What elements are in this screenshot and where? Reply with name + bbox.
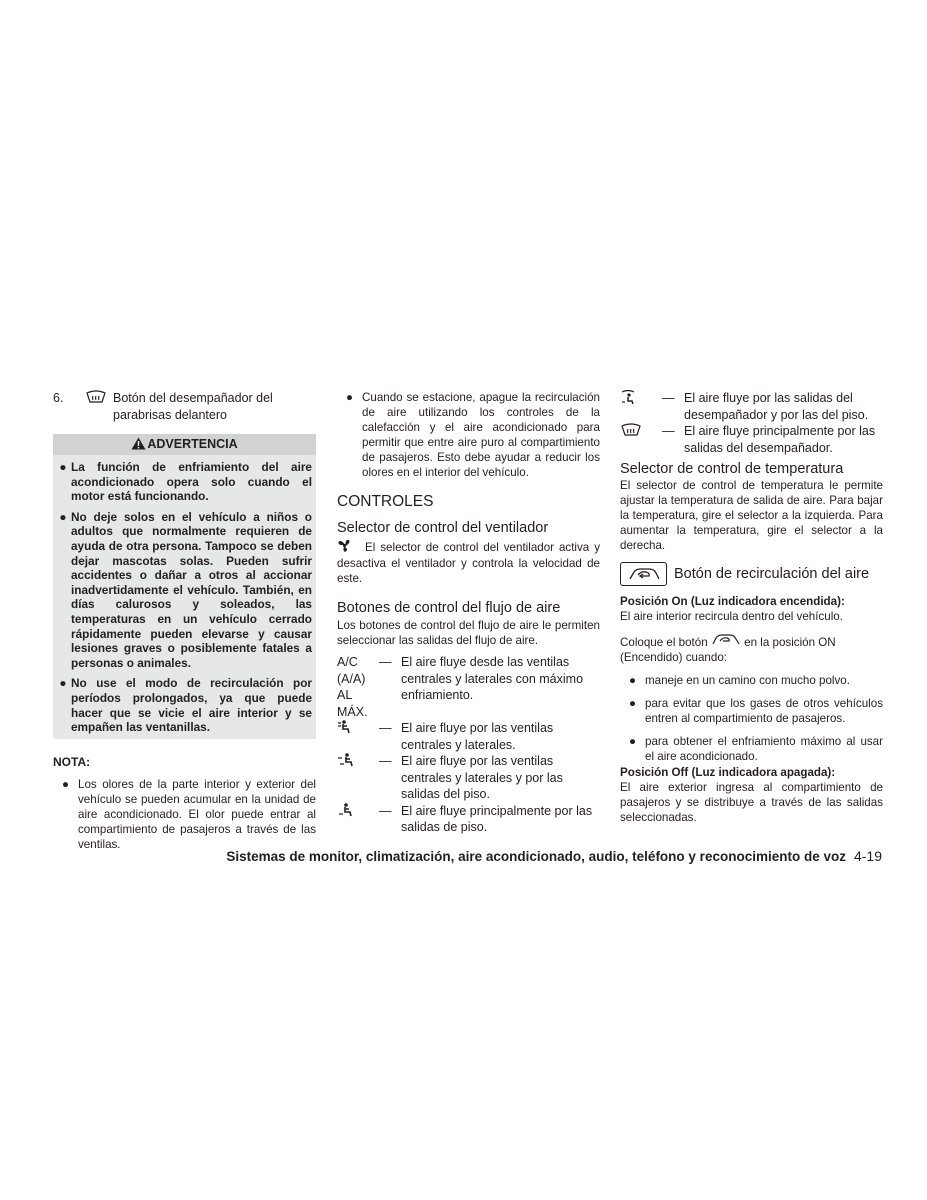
ac-keys: [337, 654, 379, 720]
ac-key-label: A/C: [337, 655, 358, 669]
item-6: [53, 390, 316, 424]
on-bullet: [620, 673, 883, 688]
ac-key-label: (A/A): [337, 671, 366, 686]
mode-defrost-text: El aire fluye principalmente por las salidas del desempañador.: [684, 424, 876, 455]
page-number: 4-19: [853, 848, 882, 864]
bullet-icon: ●: [628, 697, 636, 710]
mode-foot-defrost-row: [620, 390, 883, 423]
foot-mode-icon: [337, 803, 379, 836]
parking-bullet: [337, 390, 600, 480]
fan-selector-text-block: [337, 539, 600, 586]
item-number: 6.: [53, 391, 64, 405]
on-bullet-text: para obtener el enfriamiento máximo al usar el aire acondicionado.: [645, 735, 883, 763]
on-bullet-text: maneje en un camino con mucho polvo.: [645, 674, 850, 687]
warning-bullet: [55, 460, 312, 504]
bullet-icon: ●: [628, 674, 636, 687]
dash: —: [379, 803, 392, 818]
on-position-text: El aire interior recircula dentro del vehículo.: [620, 610, 843, 623]
bullet-icon: ●: [628, 735, 636, 748]
off-position-title: Posición Off (Luz indicadora apagada):: [620, 766, 836, 779]
temperature-text: El selector de control de temperatura le permite ajustar la temperatura de salida de aire. Para bajar la temperatura, gire el selector a la izquierda. Para aumentar la temperatura, gire el selector a la derecha.: [620, 479, 883, 552]
ac-key-label: MÁX.: [337, 704, 368, 719]
warning-bullet: [55, 676, 312, 734]
airflow-title: Botones de control del flujo de aire: [337, 600, 561, 616]
recirculation-inline-icon: [711, 636, 744, 649]
item-6-text: Botón del desempañador del parabrisas delantero: [113, 391, 273, 422]
mode-foot-row: [337, 803, 600, 836]
bullet-icon: ●: [59, 676, 67, 691]
mode-ac-text: El aire fluye desde las ventilas centrales y laterales con máximo enfriamiento.: [401, 655, 584, 702]
warning-body: [53, 455, 316, 739]
mode-ac-row: [337, 654, 600, 720]
fan-icon: [337, 539, 365, 556]
bullet-icon: ●: [61, 777, 69, 791]
mode-bilevel-text: El aire fluye por las ventilas centrales y laterales y por las salidas del piso.: [401, 754, 563, 801]
footer-title: Sistemas de monitor, climatización, aire acondicionado, audio, teléfono y reconocimiento de voz: [226, 849, 846, 864]
fan-selector-title: Selector de control del ventilador: [337, 520, 549, 536]
bilevel-mode-icon: [337, 753, 379, 803]
page-footer: [0, 848, 882, 864]
fan-selector-text: El selector de control del ventilador activa y desactiva el ventilador y controla la velocidad de este.: [337, 541, 600, 585]
note-bullet-text: Los olores de la parte interior y exterior del vehículo se pueden acumular en la unidad de aire acondicionado. El olor puede entrar al compartimiento de pasajeros a través de las ventilas.: [78, 777, 316, 851]
left-column: [53, 390, 316, 852]
recirculation-icon: [620, 562, 667, 586]
note-title: NOTA:: [53, 754, 91, 769]
foot-defrost-mode-icon: [620, 390, 662, 423]
parking-bullet-text: Cuando se estacione, apague la recirculación de aire utilizando los controles de la calefacción y el aire acondicionado para permitir que entre aire puro al compartimiento de pasajeros. Esto debe ayudar a reducir los olores en el interior del vehículo.: [362, 391, 600, 479]
recirculation-title: Botón de recirculación del aire: [674, 566, 870, 582]
dash: —: [379, 754, 392, 768]
mode-defrost-row: [620, 423, 883, 456]
defrost-mode-icon: [620, 423, 662, 456]
defroster-icon: [85, 390, 113, 424]
warning-bullet-text: No deje solos en el vehículo a niños o adultos que normalmente requieren de ayuda de otra persona. Tampoco se deben dejar mascotas solas. Pueden sufrir accidentes o dañar a otros al accionar inadvertidamente el vehículo. También, en días calurosos y soleados, las temperaturas en un vehículo cerrado rápidamente pueden elevarse y causar lesiones graves o posiblemente fatales a personas o animales.: [71, 509, 312, 670]
off-position-text: El aire exterior ingresa al compartimiento de pasajeros y se distribuye a través de las salidas seleccionadas.: [620, 781, 883, 824]
warning-header: [53, 434, 316, 455]
dash: —: [662, 424, 675, 438]
warning-bullet: [55, 510, 312, 671]
dash: —: [662, 391, 675, 405]
bullet-icon: ●: [59, 460, 67, 474]
right-column: [620, 390, 883, 825]
mode-foot-text: El aire fluye principalmente por las salidas de piso.: [401, 803, 593, 834]
coloque-paragraph: [620, 633, 883, 665]
mode-vent-text: El aire fluye por las ventilas centrales y laterales.: [401, 721, 554, 752]
vent-mode-icon: [337, 720, 379, 753]
controls-heading: CONTROLES: [337, 493, 434, 510]
warning-bullet-text: La función de enfriamiento del aire acondicionado opera solo cuando el motor está funcionando.: [71, 460, 312, 504]
bullet-icon: ●: [345, 391, 353, 404]
airflow-text: Los botones de control del flujo de aire le permiten seleccionar las salidas del flujo de aire.: [337, 619, 600, 647]
mode-foot-defrost-text: El aire fluye por las salidas del desempañador y por las del piso.: [684, 391, 869, 422]
dash: —: [379, 655, 392, 669]
bullet-icon: ●: [59, 509, 67, 524]
mode-bilevel-row: [337, 753, 600, 803]
coloque-text-b: en la posición ON (Encendido) cuando:: [620, 636, 836, 664]
recirculation-heading: [620, 562, 883, 586]
warning-title: ADVERTENCIA: [147, 437, 238, 451]
ac-key-label: AL: [337, 688, 353, 702]
note-bullet: [53, 777, 316, 852]
on-bullet: [620, 734, 883, 764]
on-position-title: Posición On (Luz indicadora encendida):: [620, 595, 845, 608]
temperature-title: Selector de control de temperatura: [620, 461, 844, 477]
warning-bullet-text: No use el modo de recirculación por períodos prolongados, ya que puede hacer que se vicie el aire interior y se empañen las ventanillas.: [71, 676, 312, 735]
dash: —: [379, 721, 392, 735]
mode-vent-row: [337, 720, 600, 753]
warning-icon: [131, 437, 146, 450]
coloque-text-a: Coloque el botón: [620, 636, 708, 649]
on-bullet-text: para evitar que los gases de otros vehículos entren al compartimiento de pasajeros.: [645, 697, 883, 725]
middle-column: [337, 390, 600, 836]
on-bullet: [620, 696, 883, 726]
